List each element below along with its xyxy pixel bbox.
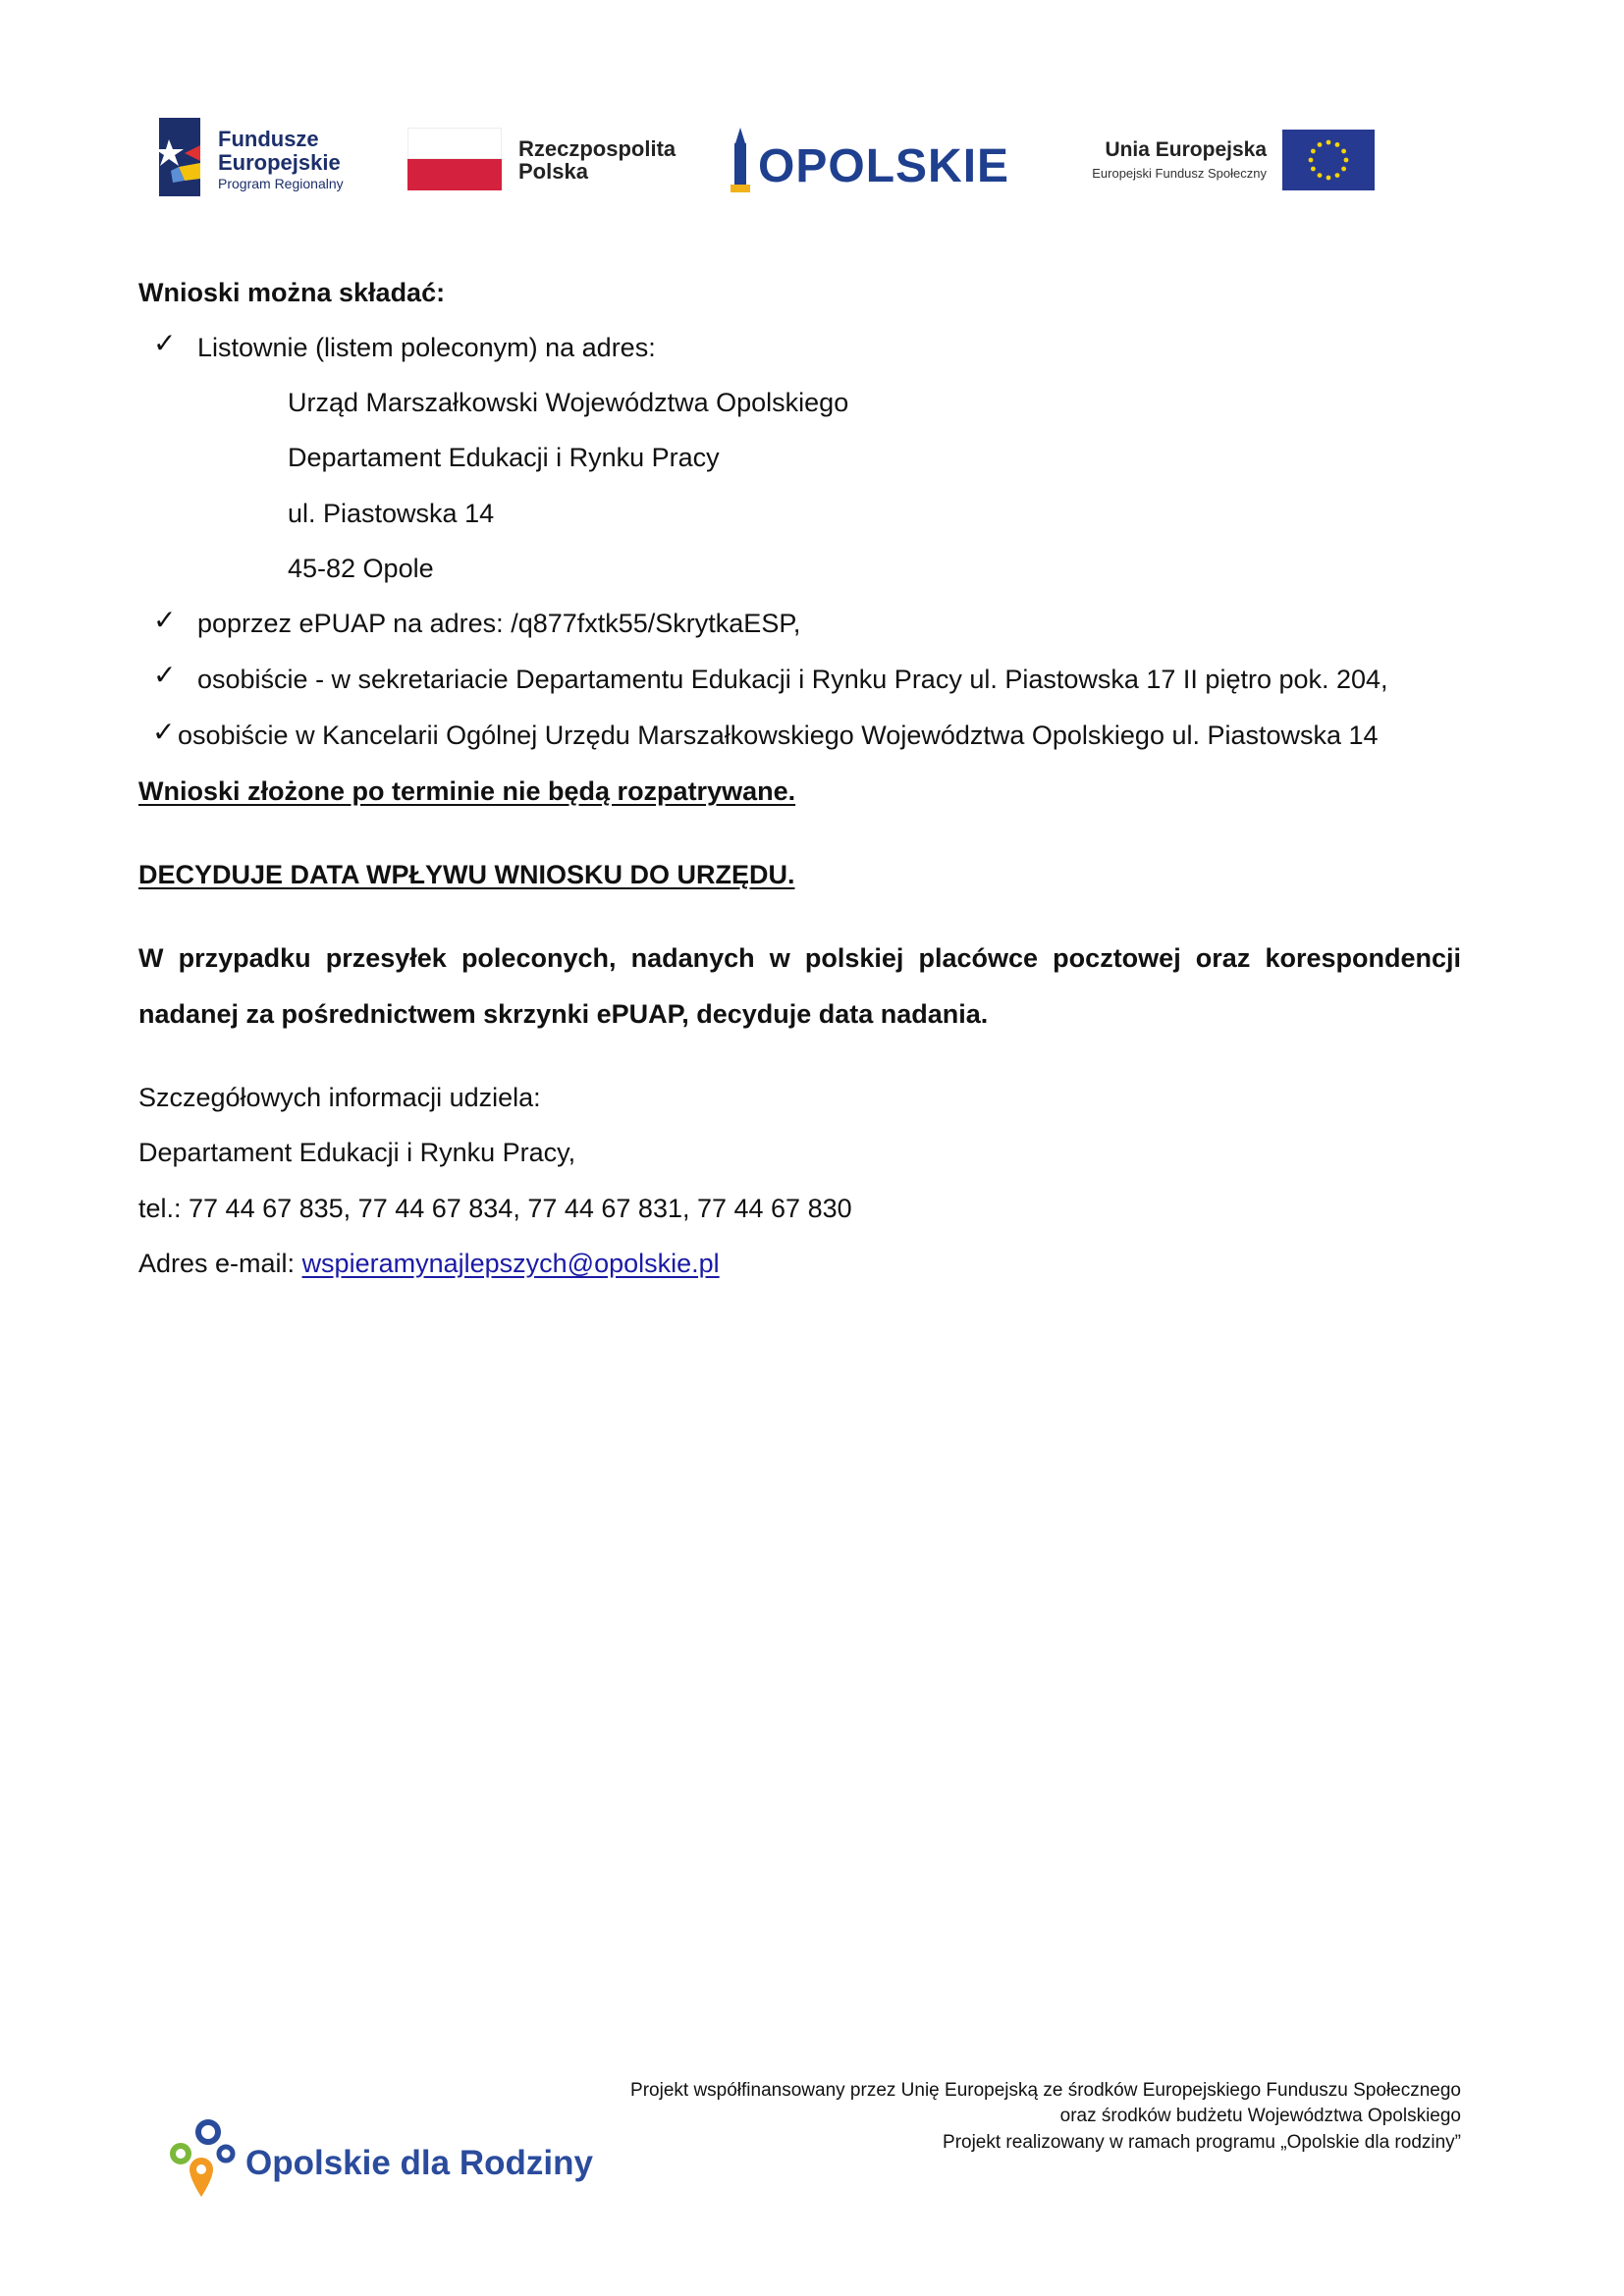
address-line-3: ul. Piastowska 14 (288, 499, 495, 528)
rzeczpospolita-polska-logo (407, 128, 682, 192)
email-link[interactable]: wspieramynajlepszych@opolskie.pl (301, 1249, 720, 1278)
address-line-1: Urząd Marszałkowski Województwa Opolskiego (288, 388, 849, 417)
polish-flag-icon (407, 128, 502, 190)
ue-logo-line2: Europejski Fundusz Społeczny (1092, 166, 1267, 181)
footer-line-3: Projekt realizowany w ramach programu „Opolskie dla rodziny” (943, 2132, 1461, 2153)
footer-line-2: oraz środków budżetu Województwa Opolskiego (1059, 2106, 1461, 2126)
fundusze-europejskie-flag-icon (157, 118, 206, 196)
checkmark-icon: ✓ (153, 605, 177, 635)
decides-text: DECYDUJE DATA WPŁYWU WNIOSKU DO URZĘDU. (138, 860, 795, 889)
fe-logo-line3: Program Regionalny (218, 176, 344, 191)
opolskie-dla-rodziny-logo (169, 2118, 611, 2207)
info-phone: tel.: 77 44 67 835, 77 44 67 834, 77 44 67 831, 77 44 67 830 (138, 1194, 852, 1223)
rp-logo-line2: Polska (518, 159, 588, 184)
heading: Wnioski można składać: (138, 278, 446, 307)
fe-logo-line1: Fundusze (218, 127, 319, 151)
family-pins-icon (169, 2118, 238, 2205)
email-row (138, 1248, 720, 1279)
list-item-chancellery: osobiście w Kancelarii Ogólnej Urzędu Marszałkowskiego Województwa Opolskiego ul. Piastowska 14 (178, 721, 1379, 750)
tower-icon (729, 128, 752, 192)
checkmark-icon: ✓ (153, 328, 177, 358)
opolskie-logo (729, 128, 1023, 196)
list-item-epuap: poprzez ePUAP na adres: /q877fxtk55/SkrytkaESP, (197, 609, 801, 638)
info-department: Departament Edukacji i Rynku Pracy, (138, 1138, 576, 1167)
fundusze-europejskie-logo (157, 114, 373, 202)
address-line-4: 45-82 Opole (288, 554, 434, 583)
opolskie-logo-text: OPOLSKIE (758, 140, 1010, 192)
info-label: Szczegółowych informacji udziela: (138, 1083, 541, 1112)
unia-europejska-logo (1070, 128, 1375, 192)
warning-text: Wnioski złożone po terminie nie będą rozpatrywane. (138, 776, 796, 806)
fe-logo-line2: Europejskie (218, 150, 341, 175)
list-item-post: Listownie (listem poleconym) na adres: (197, 333, 656, 362)
note-line-1: W przypadku przesyłek poleconych, nadanych w polskiej placówce pocztowej oraz korespondencji (138, 943, 1461, 973)
rp-logo-line1: Rzeczpospolita (518, 136, 677, 161)
footer-line-1: Projekt współfinansowany przez Unię Europejską ze środków Europejskiego Funduszu Społecznego (630, 2080, 1461, 2101)
email-label: Adres e-mail: (138, 1249, 302, 1278)
note-line-2: nadanej za pośrednictwem skrzynki ePUAP, decyduje data nadania. (138, 999, 989, 1029)
checkmark-icon: ✓ (153, 660, 177, 690)
list-item-secretariat: osobiście - w sekretariacie Departamentu Edukacji i Rynku Pracy ul. Piastowska 17 II piętro pok. 204, (197, 665, 1388, 694)
eu-flag-icon (1282, 130, 1375, 190)
ue-logo-line1: Unia Europejska (1105, 138, 1267, 161)
opolskie-dla-rodziny-text: Opolskie dla Rodziny (245, 2144, 593, 2182)
checkmark-icon: ✓ (152, 717, 176, 747)
address-line-2: Departament Edukacji i Rynku Pracy (288, 443, 720, 472)
